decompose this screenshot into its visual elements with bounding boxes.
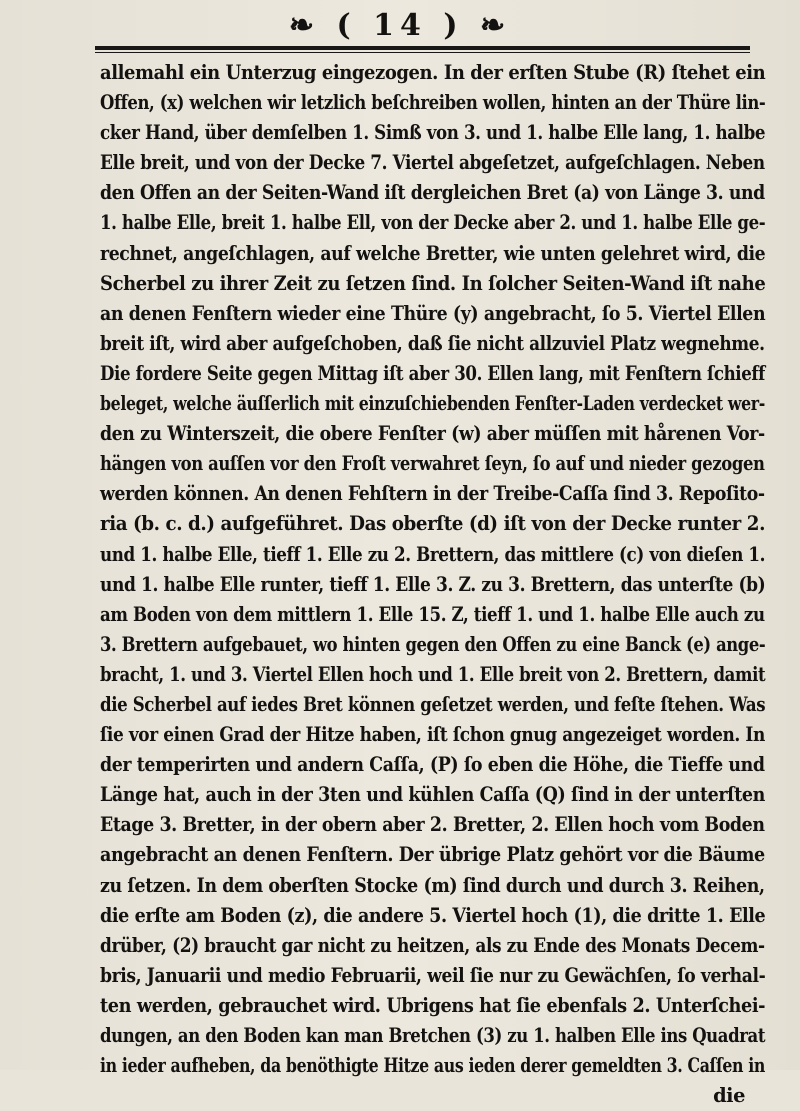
- text-line: ten werden, gebrauchet wird. Ubrigens hat ſie ebenfals 2. Unterſchei-: [100, 993, 766, 1017]
- text-line: beleget, welche äuſſerlich mit einzuſchiebenden Fenſter-Laden verdecket wer-: [100, 392, 765, 416]
- text-line: und 1. halbe Elle, tieff 1. Elle zu 2. Brettern, das mittlere (c) von dieſen 1.: [100, 542, 766, 566]
- header-rule: [95, 46, 750, 50]
- text-line: rechnet, angeſchlagen, auf welche Bretter, wie unten gelehret wird, die: [100, 241, 766, 265]
- text-line: drüber, (2) braucht gar nicht zu heitzen, als zu Ende des Monats Decem-: [100, 933, 765, 957]
- text-line: bris, Januarii und medio Februarii, weil ſie nur zu Gewächſen, ſo verhal-: [100, 963, 766, 987]
- text-line: den zu Winterszeit, die obere Fenſter (w) aber müſſen mit hårenen Vor-: [100, 422, 765, 446]
- text-line: breit iſt, wird aber aufgeſchoben, daß ſie nicht allzuviel Platz wegnehme.: [100, 331, 765, 355]
- text-line: Etage 3. Bretter, in der obern aber 2. Bretter, 2. Ellen hoch vom Boden: [100, 813, 765, 837]
- text-line: an denen Fenſtern wieder eine Thüre (y) angebracht, ſo 5. Viertel Ellen: [100, 301, 766, 325]
- text-line: bracht, 1. und 3. Viertel Ellen hoch und 1. Elle breit von 2. Brettern, damit: [100, 662, 766, 686]
- text-line: in ieder aufheben, da benöthigte Hitze aus ieden derer gemeldten 3. Caſſen in: [100, 1054, 765, 1078]
- text-line: Länge hat, auch in der 3ten und kühlen Caſſa (Q) ſind in der unterſten: [100, 783, 765, 807]
- body-text: [100, 58, 765, 1111]
- text-line: Die fordere Seite gegen Mittag iſt aber 30. Ellen lang, mit Fenſtern ſchieff: [100, 361, 765, 385]
- text-line: 3. Brettern aufgebauet, wo hinten gegen den Offen zu eine Banck (e) ange-: [100, 632, 766, 656]
- header-rule-thin: [95, 52, 750, 53]
- text-line: Offen, (x) welchen wir letzlich beſchreiben wollen, hinten an der Thüre lin-: [100, 91, 766, 115]
- text-line: werden können. An denen Fehſtern in der Treibe-Caſſa ſind 3. Repoſito-: [100, 482, 765, 506]
- text-line: Elle breit, und von der Decke 7. Viertel abgeſetzet, aufgeſchlagen. Neben: [100, 151, 765, 175]
- text-line: der temperirten und andern Caſſa, (P) ſo eben die Höhe, die Tieffe und: [100, 753, 765, 777]
- text-line: ria (b. c. d.) aufgeführet. Das oberſte (d) iſt von der Decke runter 2.: [100, 512, 766, 536]
- text-line: am Boden von dem mittlern 1. Elle 15. Z, tieff 1. und 1. halbe Elle auch zu: [100, 602, 765, 626]
- text-line: Scherbel zu ihrer Zeit zu ſetzen ſind. In ſolcher Seiten-Wand iſt nahe: [100, 271, 766, 295]
- catchword: die: [713, 1084, 745, 1108]
- text-line: dungen, an den Boden kan man Bretchen (3) zu 1. halben Elle ins Quadrat: [100, 1024, 766, 1047]
- text-line: cker Hand, über demſelben 1. Simß von 3. und 1. halbe Elle lang, 1. halbe: [100, 121, 766, 145]
- text-line: und 1. halbe Elle runter, tieff 1. Elle 3. Z. zu 3. Brettern, das unterſte (b): [100, 572, 766, 596]
- text-line: ſie vor einen Grad der Hitze haben, iſt ſchon gnug angezeiget worden. In: [100, 723, 765, 747]
- text-line: angebracht an denen Fenſtern. Der übrige Platz gehört vor die Bäume: [100, 843, 765, 867]
- text-line: 1. halbe Elle, breit 1. halbe Ell, von der Decke aber 2. und 1. halbe Elle ge-: [100, 211, 766, 235]
- text-line: die Scherbel auf iedes Bret können geſetzet werden, und feſte ſtehen. Was: [100, 692, 766, 716]
- text-line: allemahl ein Unterzug eingezogen. In der erſten Stube (R) ſtehet ein: [100, 61, 766, 84]
- text-line: die erſte am Boden (z), die andere 5. Viertel hoch (1), die dritte 1. Elle: [100, 903, 766, 927]
- page-number-header: ❧ ( 14 ) ❧: [288, 8, 512, 43]
- text-line: hängen von auſſen vor den Froſt verwahret ſeyn, ſo auf und nieder gezogen: [100, 452, 765, 476]
- text-line: den Offen an der Seiten-Wand iſt dergleichen Bret (a) von Länge 3. und: [100, 181, 765, 205]
- text-line: zu ſetzen. In dem oberſten Stocke (m) ſind durch und durch 3. Reihen,: [100, 873, 765, 897]
